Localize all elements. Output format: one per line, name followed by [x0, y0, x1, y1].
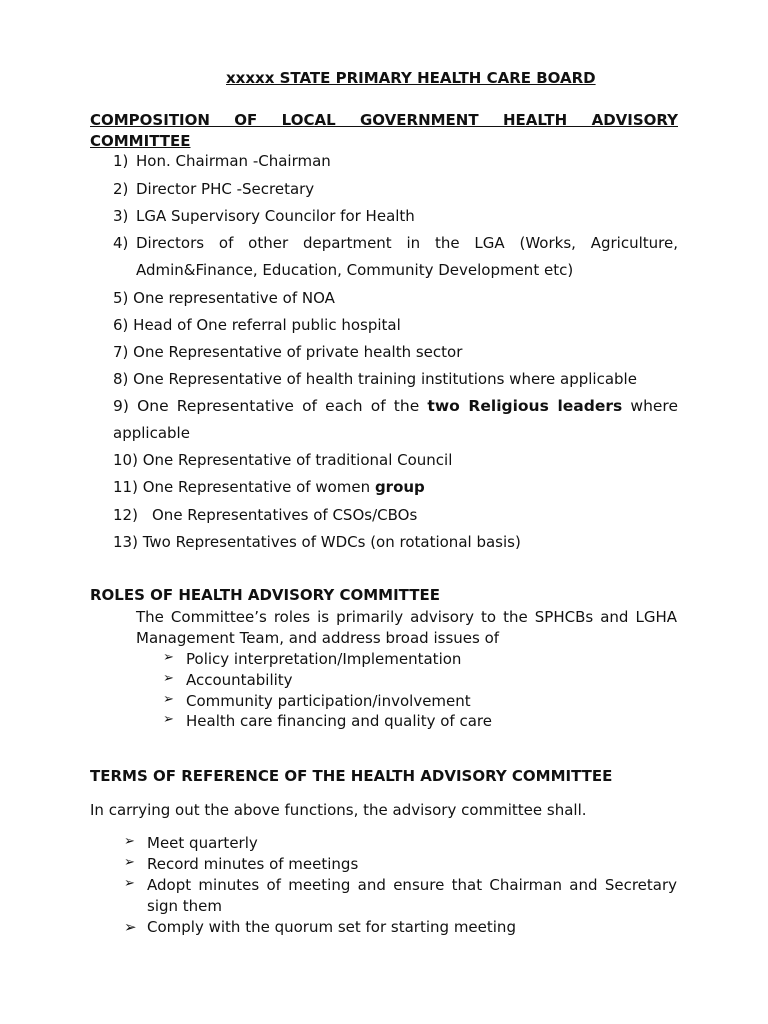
- composition-heading-line2: COMMITTEE: [90, 132, 191, 150]
- terms-bullet-4: Comply with the quorum set for starting meeting: [147, 918, 516, 936]
- composition-item-2-text: Director PHC -Secretary: [136, 180, 315, 198]
- roles-bullet-2: Accountability: [186, 671, 293, 689]
- terms-bullet-1: Meet quarterly: [147, 834, 258, 852]
- item-9-bold: two Religious leaders: [427, 397, 623, 415]
- terms-bullet-2: Record minutes of meetings: [147, 855, 359, 873]
- composition-item-9-line2: applicable: [113, 424, 190, 442]
- terms-bullet-3-line1: Adopt minutes of meeting and ensure that Chairman and Secretary: [147, 876, 677, 894]
- terms-heading: TERMS OF REFERENCE OF THE HEALTH ADVISORY COMMITTEE: [90, 767, 613, 785]
- item-11-pre: 11) One Representative of women: [113, 478, 371, 496]
- roles-intro-line1: The Committee’s roles is primarily advisory to the SPHCBs and LGHA: [136, 608, 677, 626]
- item-number: 2): [113, 180, 129, 198]
- bullet-arrow-icon: ➢: [163, 650, 174, 665]
- bullet-arrow-icon: ➢: [124, 834, 135, 849]
- composition-item-4: [113, 233, 128, 253]
- item-number: 4): [113, 234, 129, 252]
- bullet-arrow-icon: ➢: [163, 712, 174, 727]
- roles-bullet-4: Health care financing and quality of care: [186, 712, 492, 730]
- item-number: 3): [113, 207, 129, 225]
- terms-intro: In carrying out the above functions, the advisory committee shall.: [90, 801, 587, 819]
- roles-bullet-1: Policy interpretation/Implementation: [186, 650, 462, 668]
- composition-item-8: 8) One Representative of health training institutions where applicable: [113, 370, 637, 388]
- composition-item-3: [113, 206, 128, 226]
- roles-heading: ROLES OF HEALTH ADVISORY COMMITTEE: [90, 586, 440, 604]
- roles-bullet-3: Community participation/involvement: [186, 692, 471, 710]
- item-number: 1): [113, 152, 129, 170]
- composition-heading-line1: COMPOSITION OF LOCAL GOVERNMENT HEALTH ADVISORY: [90, 111, 678, 129]
- item-11-bold: group: [374, 478, 425, 496]
- bullet-arrow-icon: ➢: [124, 876, 135, 891]
- composition-item-2: [113, 179, 128, 199]
- composition-item-6: 6) Head of One referral public hospital: [113, 316, 401, 334]
- composition-item-7: 7) One Representative of private health sector: [113, 343, 463, 361]
- composition-item-11: [113, 477, 425, 497]
- composition-item-4-text-line2: Admin&Finance, Education, Community Development etc): [136, 261, 574, 279]
- document-title: xxxxx STATE PRIMARY HEALTH CARE BOARD: [226, 69, 596, 87]
- composition-item-10: 10) One Representative of traditional Council: [113, 451, 453, 469]
- bullet-arrow-icon: ➢: [163, 671, 174, 686]
- item-9-pre: 9) One Representative of each of the: [113, 397, 420, 415]
- composition-item-3-text: LGA Supervisory Councilor for Health: [136, 207, 415, 225]
- composition-item-12-text: One Representatives of CSOs/CBOs: [152, 506, 418, 524]
- terms-bullet-3-line2: sign them: [147, 897, 223, 915]
- composition-item-13: 13) Two Representatives of WDCs (on rotational basis): [113, 533, 521, 551]
- composition-item-12-number: 12): [113, 506, 138, 524]
- composition-item-9-line1: [113, 396, 678, 416]
- bullet-arrow-icon: ➢: [163, 692, 174, 707]
- composition-item-5: 5) One representative of NOA: [113, 289, 335, 307]
- composition-item-4-text-line1: Directors of other department in the LGA (Works, Agriculture,: [136, 234, 678, 252]
- composition-item-1: [113, 151, 128, 171]
- composition-item-1-text: Hon. Chairman -Chairman: [136, 152, 331, 170]
- roles-intro-line2: Management Team, and address broad issues of: [136, 629, 500, 647]
- bullet-arrow-icon: ➢: [124, 918, 137, 936]
- bullet-arrow-icon: ➢: [124, 855, 135, 870]
- item-9-post: where: [630, 397, 678, 415]
